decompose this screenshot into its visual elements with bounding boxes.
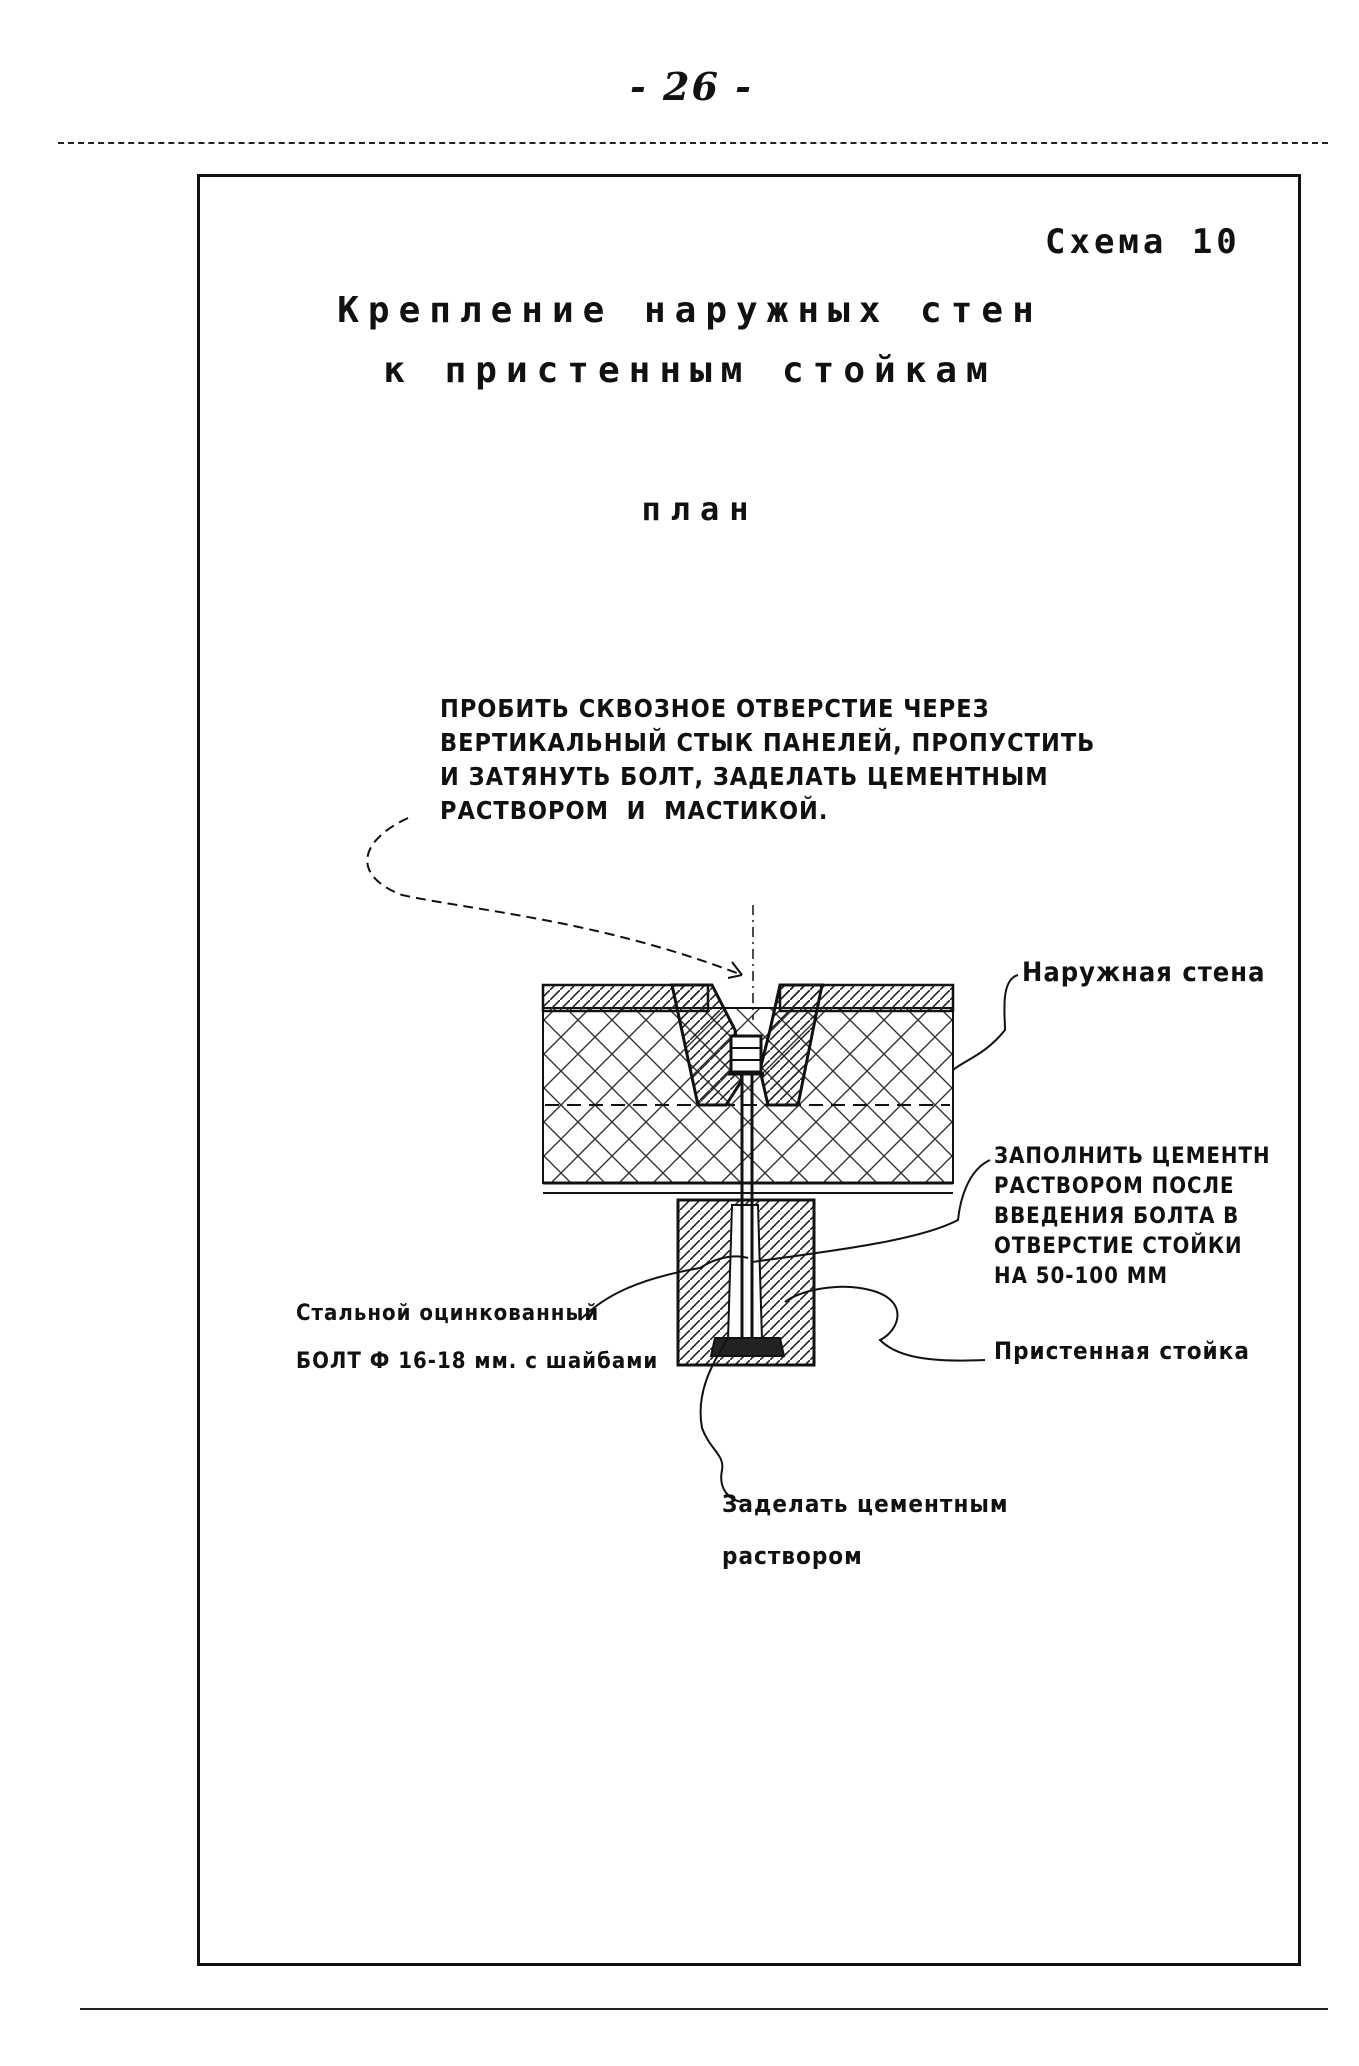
main-instruction-note: ПРОБИТЬ СКВОЗНОЕ ОТВЕРСТИЕ ЧЕРЕЗ ВЕРТИКАЛЬНЫЙ СТЫК ПАНЕЛЕЙ, ПРОПУСТИТЬ И ЗАТЯНУТЬ БОЛТ, ЗАДЕЛАТЬ ЦЕМЕНТНЫМ РАСТВОРОМ И МАСТИКОЙ. xyxy=(440,694,1096,825)
bolt-spec-note: Стальной оцинкованный БОЛТ Ф 16-18 мм. с шайбами xyxy=(296,1301,659,1374)
page-number: - 26 - xyxy=(630,64,753,109)
seal-mortar-note: Заделать цементным раствором xyxy=(722,1490,1009,1570)
view-label: план xyxy=(641,490,759,528)
wall-post-label: Пристенная стойка xyxy=(994,1337,1250,1365)
drawing-title-line1: Крепление наружных стен xyxy=(337,290,1043,331)
drawing-title-line2: к пристенным стойкам xyxy=(383,350,997,391)
bolt-head xyxy=(731,1036,761,1072)
outer-wall-label: Наружная стена xyxy=(1022,957,1266,988)
wall-insulation-layer xyxy=(543,1008,953,1183)
scheme-label: Схема 10 xyxy=(1045,222,1241,262)
fill-mortar-note: ЗАПОЛНИТЬ ЦЕМЕНТН РАСТВОРОМ ПОСЛЕ ВВЕДЕНИЯ БОЛТА В ОТВЕРСТИЕ СТОЙКИ НА 50-100 ММ xyxy=(994,1144,1271,1289)
